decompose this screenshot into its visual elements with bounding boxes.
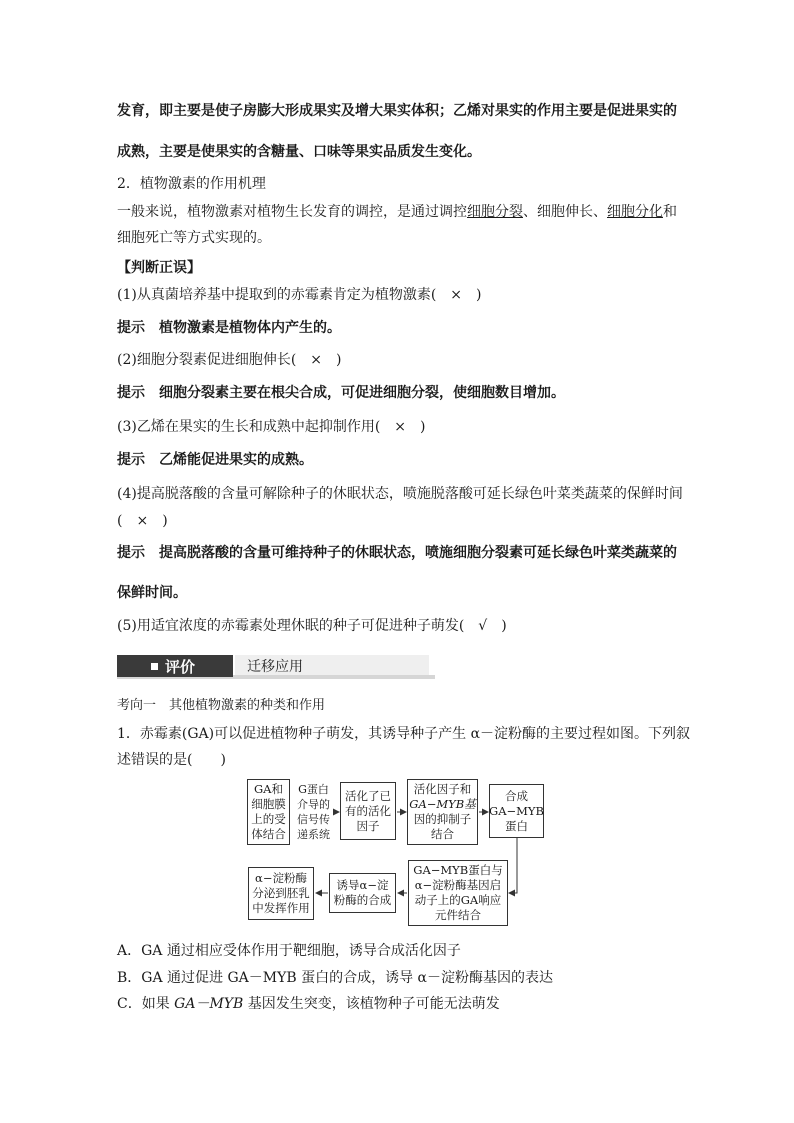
flow-box-synthesize-gamyb: 合成 GA−MYB 蛋白 — [489, 784, 544, 838]
judge-title: 【判断正误】 — [117, 260, 201, 276]
judge-q2: (2)细胞分裂素促进细胞伸长( × ) — [117, 352, 342, 368]
para1-line2: 成熟，主要是使果实的含糖量、口味等果实品质发生变化。 — [117, 144, 481, 160]
section2-text-a: 一般来说，植物激素对植物生长发育的调控，是通过调控 — [117, 204, 467, 220]
section2-text-c: 和 — [663, 204, 677, 220]
underlined-term-2: 细胞分化 — [607, 204, 663, 220]
flow-box-induce-amylase: 诱导α−淀 粉酶的合成 — [329, 873, 396, 913]
para1-line1: 发育，即主要是使子房膨大形成果实及增大果实体积；乙烯对果实的作用主要是促进果实的 — [117, 103, 677, 119]
question1-stem-line1: 1．赤霉素(GA)可以促进植物种子萌发，其诱导种子产生 α－淀粉酶的主要过程如图。下列叙 — [117, 726, 691, 742]
section2-heading: 2．植物激素的作用机理 — [117, 176, 266, 192]
judge-a1: 提示 植物激素是植物体内产生的。 — [117, 320, 341, 336]
judge-q1: (1)从真菌培养基中提取到的赤霉素肯定为植物激素( × ) — [117, 287, 482, 303]
section2-text-b: 、细胞伸长、 — [523, 204, 607, 220]
flow-box-activate-factor: 活化了已 有的活化 因子 — [340, 782, 396, 840]
flow-arrows — [240, 775, 560, 935]
underlined-term-1: 细胞分裂 — [467, 204, 523, 220]
judge-q3: (3)乙烯在果实的生长和成熟中起抑制作用( × ) — [117, 419, 426, 435]
banner-label-evaluate: 评价 — [165, 658, 196, 676]
judge-q5: (5)用适宜浓度的赤霉素处理休眠的种子可促进种子萌发( √ ) — [117, 618, 507, 634]
direction-heading: 考向一 其他植物激素的种类和作用 — [117, 698, 326, 713]
banner-label-apply: 迁移应用 — [247, 659, 303, 675]
flow-box-factor-inhibitor: 活化因子和 GA−MYB基 因的抑制子 结合 — [407, 779, 478, 845]
square-bullet-icon — [151, 663, 158, 670]
section2-line1 — [117, 202, 677, 222]
judge-q4-line2: ( × ) — [117, 513, 168, 529]
flow-box-g-protein: G蛋白 介导的 信号传 递系统 — [297, 783, 330, 841]
section2-line2: 细胞死亡等方式实现的。 — [117, 230, 271, 246]
flow-box-receptor-binding: GA和 细胞膜 上的受 体结合 — [247, 779, 290, 845]
judge-q4-line1: (4)提高脱落酸的含量可解除种子的休眠状态，喷施脱落酸可延长绿色叶菜类蔬菜的保鲜时间 — [117, 486, 683, 502]
judge-a4-line2: 保鲜时间。 — [117, 585, 187, 601]
flow-box-secrete-endosperm: α−淀粉酶 分泌到胚乳 中发挥作用 — [248, 867, 314, 920]
option-c: C．如果 GA－MYB 基因发生突变，该植物种子可能无法萌发 — [117, 996, 500, 1012]
option-b: B．GA 通过促进 GA－MYB 蛋白的合成，诱导 α－淀粉酶基因的表达 — [117, 970, 553, 986]
section-banner — [117, 655, 435, 677]
option-a: A．GA 通过相应受体作用于靶细胞，诱导合成活化因子 — [117, 943, 461, 959]
question1-stem-line2: 述错误的是( ) — [117, 752, 226, 768]
judge-a4-line1: 提示 提高脱落酸的含量可维持种子的休眠状态，喷施细胞分裂素可延长绿色叶菜类蔬菜的 — [117, 545, 677, 561]
judge-a3: 提示 乙烯能促进果实的成熟。 — [117, 452, 313, 468]
judge-a2: 提示 细胞分裂素主要在根尖合成，可促进细胞分裂，使细胞数目增加。 — [117, 385, 565, 401]
flow-box-promoter-binding: GA−MYB蛋白与 α−淀粉酶基因启 动子上的GA响应 元件结合 — [408, 860, 508, 926]
